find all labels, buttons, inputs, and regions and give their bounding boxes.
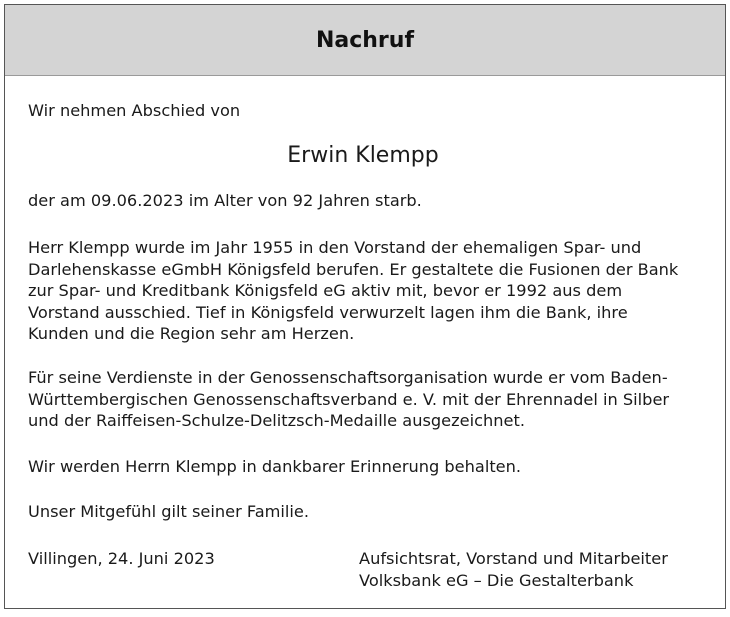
honors-paragraph: Für seine Verdienste in der Genossenschaftsorganisation wurde er vom Baden-Württembergischen Genossenschaftsverband e. V. mit der Ehrennadel in Silber und der Raiffeisen-Schulze-Delitzsch-Medaille ausgezeichnet. [28,368,670,430]
signatory-line-2: Volksbank eG – Die Gestalterbank [359,570,634,590]
career-paragraph: Herr Klempp wurde im Jahr 1955 in den Vorstand der ehemaligen Spar- und Darlehenskasse eGmbH Königsfeld berufen. Er gestaltete die Fusionen der Bank zur Spar- und Kreditbank Königsfeld eG aktiv mit, bevor er 1992 aus dem Vorstand ausschied. Tief in Königsfeld verwurzelt lagen ihm die Bank, ihre Kunden und die Region sehr am Herzen. [28,238,679,343]
notice-title: Nachruf [315,27,415,53]
signatory-line-1: Aufsichtsrat, Vorstand und Mitarbeiter [359,549,668,568]
death-line: der am 09.06.2023 im Alter von 92 Jahren starb. [28,191,422,210]
place-and-date: Villingen, 24. Juni 2023 [28,549,215,568]
deceased-name: Erwin Klempp [287,143,439,168]
condolence-line: Unser Mitgefühl gilt seiner Familie. [28,502,309,521]
remembrance-line: Wir werden Herrn Klempp in dankbarer Erinnerung behalten. [28,457,522,476]
signatory-block [359,548,668,591]
intro-line: Wir nehmen Abschied von [28,101,241,120]
obituary-notice [4,4,726,609]
header-bar [5,5,725,76]
